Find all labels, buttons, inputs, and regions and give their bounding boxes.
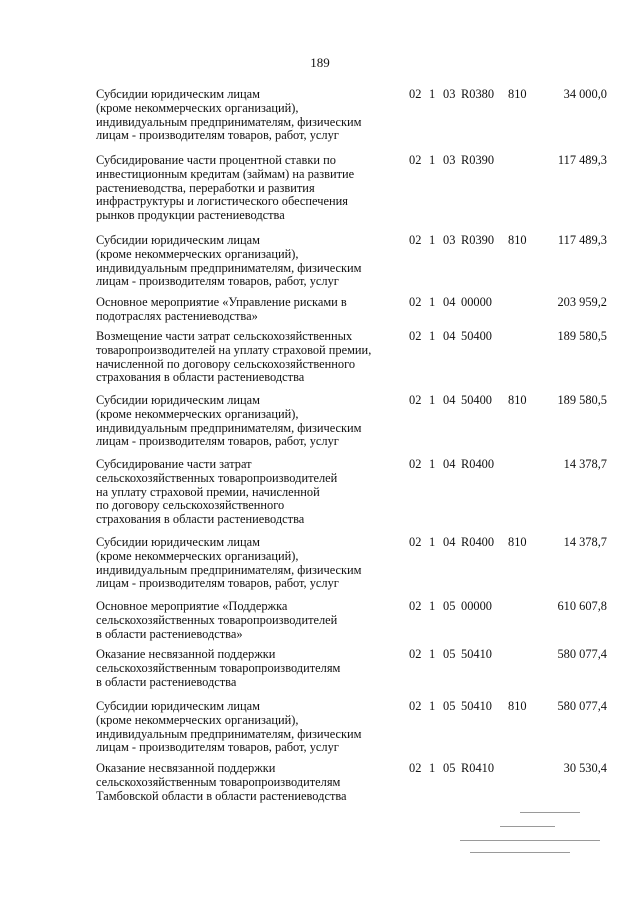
code-c2: 1: [429, 699, 436, 713]
faint-stamp-marks: [460, 808, 610, 858]
code-c4: R0410: [461, 761, 495, 775]
amount: 580 077,4: [557, 647, 607, 661]
amount: 189 580,5: [557, 393, 607, 407]
code-c5: 810: [508, 393, 527, 407]
code-c3: 05: [443, 699, 456, 713]
code-c4: 50400: [461, 329, 492, 343]
amount: 14 378,7: [563, 535, 607, 549]
code-c3: 04: [443, 535, 456, 549]
code-c1: 02: [409, 761, 422, 775]
code-c2: 1: [429, 87, 436, 101]
code-c2: 1: [429, 153, 436, 167]
amount: 610 607,8: [557, 599, 607, 613]
code-c5: 810: [508, 87, 527, 101]
code-c3: 04: [443, 295, 456, 309]
code-c1: 02: [409, 535, 422, 549]
code-c4: R0390: [461, 153, 495, 167]
code-c1: 02: [409, 295, 422, 309]
code-c3: 05: [443, 761, 456, 775]
code-c3: 04: [443, 457, 456, 471]
code-c4: 50400: [461, 393, 492, 407]
row-description: Субсидии юридическим лицам (кроме некоммерческих организаций), индивидуальным предпринимателям, физическим лицам - производителям товаров, работ, услуг: [96, 393, 362, 449]
code-c1: 02: [409, 153, 422, 167]
code-c5: 810: [508, 535, 527, 549]
code-c4: 00000: [461, 599, 492, 613]
code-c3: 05: [443, 599, 456, 613]
code-c3: 03: [443, 153, 456, 167]
amount: 203 959,2: [557, 295, 607, 309]
code-c2: 1: [429, 457, 436, 471]
code-c3: 04: [443, 393, 456, 407]
code-c2: 1: [429, 761, 436, 775]
code-c4: 00000: [461, 295, 492, 309]
row-description: Основное мероприятие «Управление рисками в подотраслях растениеводства»: [96, 295, 347, 323]
code-c4: R0400: [461, 457, 495, 471]
row-description: Оказание несвязанной поддержки сельскохозяйственным товаропроизводителям Тамбовской области в области растениеводства: [96, 761, 347, 803]
page-number: 189: [310, 55, 330, 70]
code-c4: 50410: [461, 647, 492, 661]
row-description: Субсидирование части процентной ставки по инвестиционным кредитам (займам) на развитие растениеводства, переработки и развития инфраструктуры и логистического обеспечения рынков продукции растениеводства: [96, 153, 355, 223]
code-c4: R0400: [461, 535, 495, 549]
code-c1: 02: [409, 457, 422, 471]
amount: 580 077,4: [557, 699, 607, 713]
code-c1: 02: [409, 699, 422, 713]
code-c3: 04: [443, 329, 456, 343]
code-c1: 02: [409, 329, 422, 343]
amount: 14 378,7: [563, 457, 607, 471]
code-c4: 50410: [461, 699, 492, 713]
code-c2: 1: [429, 233, 436, 247]
row-description: Оказание несвязанной поддержки сельскохозяйственным товаропроизводителям в области растениеводства: [96, 647, 341, 689]
code-c2: 1: [429, 647, 436, 661]
code-c1: 02: [409, 233, 422, 247]
code-c3: 03: [443, 87, 456, 101]
code-c5: 810: [508, 699, 527, 713]
code-c5: 810: [508, 233, 527, 247]
amount: 117 489,3: [557, 153, 607, 167]
amount: 30 530,4: [563, 761, 607, 775]
code-c4: R0390: [461, 233, 495, 247]
code-c1: 02: [409, 87, 422, 101]
row-description: Возмещение части затрат сельскохозяйственных товаропроизводителей на уплату страховой премии, начисленной по договору сельскохозяйственного страхования в области растениеводства: [96, 329, 372, 385]
code-c2: 1: [429, 535, 436, 549]
code-c2: 1: [429, 393, 436, 407]
amount: 189 580,5: [557, 329, 607, 343]
code-c3: 05: [443, 647, 456, 661]
row-description: Субсидии юридическим лицам (кроме некоммерческих организаций), индивидуальным предпринимателям, физическим лицам - производителям товаров, работ, услуг: [96, 699, 362, 755]
amount: 117 489,3: [557, 233, 607, 247]
row-description: Субсидии юридическим лицам (кроме некоммерческих организаций), индивидуальным предпринимателям, физическим лицам - производителям товаров, работ, услуг: [96, 233, 362, 289]
code-c2: 1: [429, 329, 436, 343]
code-c2: 1: [429, 295, 436, 309]
code-c3: 03: [443, 233, 456, 247]
row-description: Основное мероприятие «Поддержка сельскохозяйственных товаропроизводителей в области растениеводства»: [96, 599, 338, 641]
row-description: Субсидии юридическим лицам (кроме некоммерческих организаций), индивидуальным предпринимателям, физическим лицам - производителям товаров, работ, услуг: [96, 535, 362, 591]
code-c1: 02: [409, 393, 422, 407]
code-c1: 02: [409, 647, 422, 661]
code-c4: R0380: [461, 87, 495, 101]
row-description: Субсидирование части затрат сельскохозяйственных товаропроизводителей на уплату страховой премии, начисленной по договору сельскохозяйственного страхования в области растениеводства: [96, 457, 338, 527]
amount: 34 000,0: [563, 87, 607, 101]
code-c2: 1: [429, 599, 436, 613]
row-description: Субсидии юридическим лицам (кроме некоммерческих организаций), индивидуальным предпринимателям, физическим лицам - производителям товаров, работ, услуг: [96, 87, 362, 143]
code-c1: 02: [409, 599, 422, 613]
